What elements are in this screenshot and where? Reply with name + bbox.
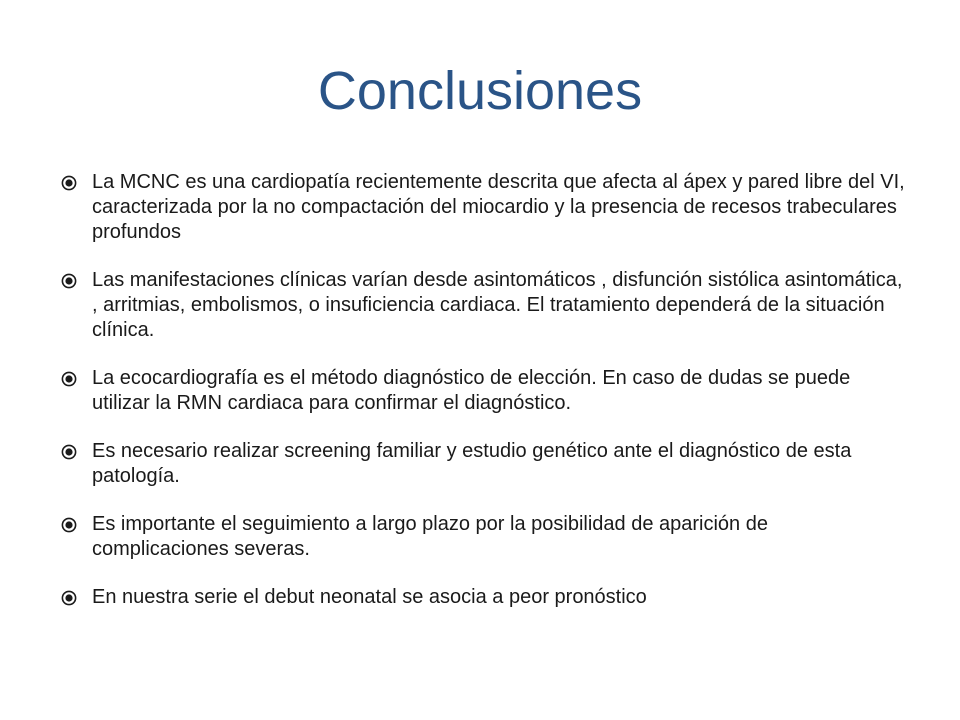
circled-dot-bullet-icon bbox=[61, 444, 77, 460]
conclusions-list bbox=[61, 170, 906, 633]
bullet-text: Es necesario realizar screening familiar y estudio genético ante el diagnóstico de esta patología. bbox=[92, 440, 852, 487]
bullet-text: Es importante el seguimiento a largo plazo por la posibilidad de aparición de complicaciones severas. bbox=[92, 513, 768, 560]
list-item bbox=[61, 170, 906, 245]
list-item bbox=[61, 512, 906, 562]
list-item bbox=[61, 439, 906, 489]
bullet-text: La ecocardiografía es el método diagnóstico de elección. En caso de dudas se puede utilizar la RMN cardiaca para confirmar el diagnóstico. bbox=[92, 367, 851, 414]
circled-dot-bullet-icon bbox=[61, 590, 77, 606]
bullet-text: La MCNC es una cardiopatía recientemente descrita que afecta al ápex y pared libre del VI, caracterizada por la no compactación del miocardio y la presencia de recesos trabeculares profundos bbox=[92, 171, 905, 243]
bullet-text: Las manifestaciones clínicas varían desde asintomáticos , disfunción sistólica asintomática, , arritmias, embolismos, o insuficiencia cardiaca. El tratamiento dependerá de la situación clínica. bbox=[92, 269, 903, 341]
list-item bbox=[61, 268, 906, 343]
slide-title: Conclusiones bbox=[317, 61, 643, 121]
bullet-text: En nuestra serie el debut neonatal se asocia a peor pronóstico bbox=[92, 586, 647, 608]
circled-dot-bullet-icon bbox=[61, 371, 77, 387]
list-item bbox=[61, 366, 906, 416]
circled-dot-bullet-icon bbox=[61, 273, 77, 289]
circled-dot-bullet-icon bbox=[61, 517, 77, 533]
list-item bbox=[61, 585, 906, 610]
circled-dot-bullet-icon bbox=[61, 175, 77, 191]
